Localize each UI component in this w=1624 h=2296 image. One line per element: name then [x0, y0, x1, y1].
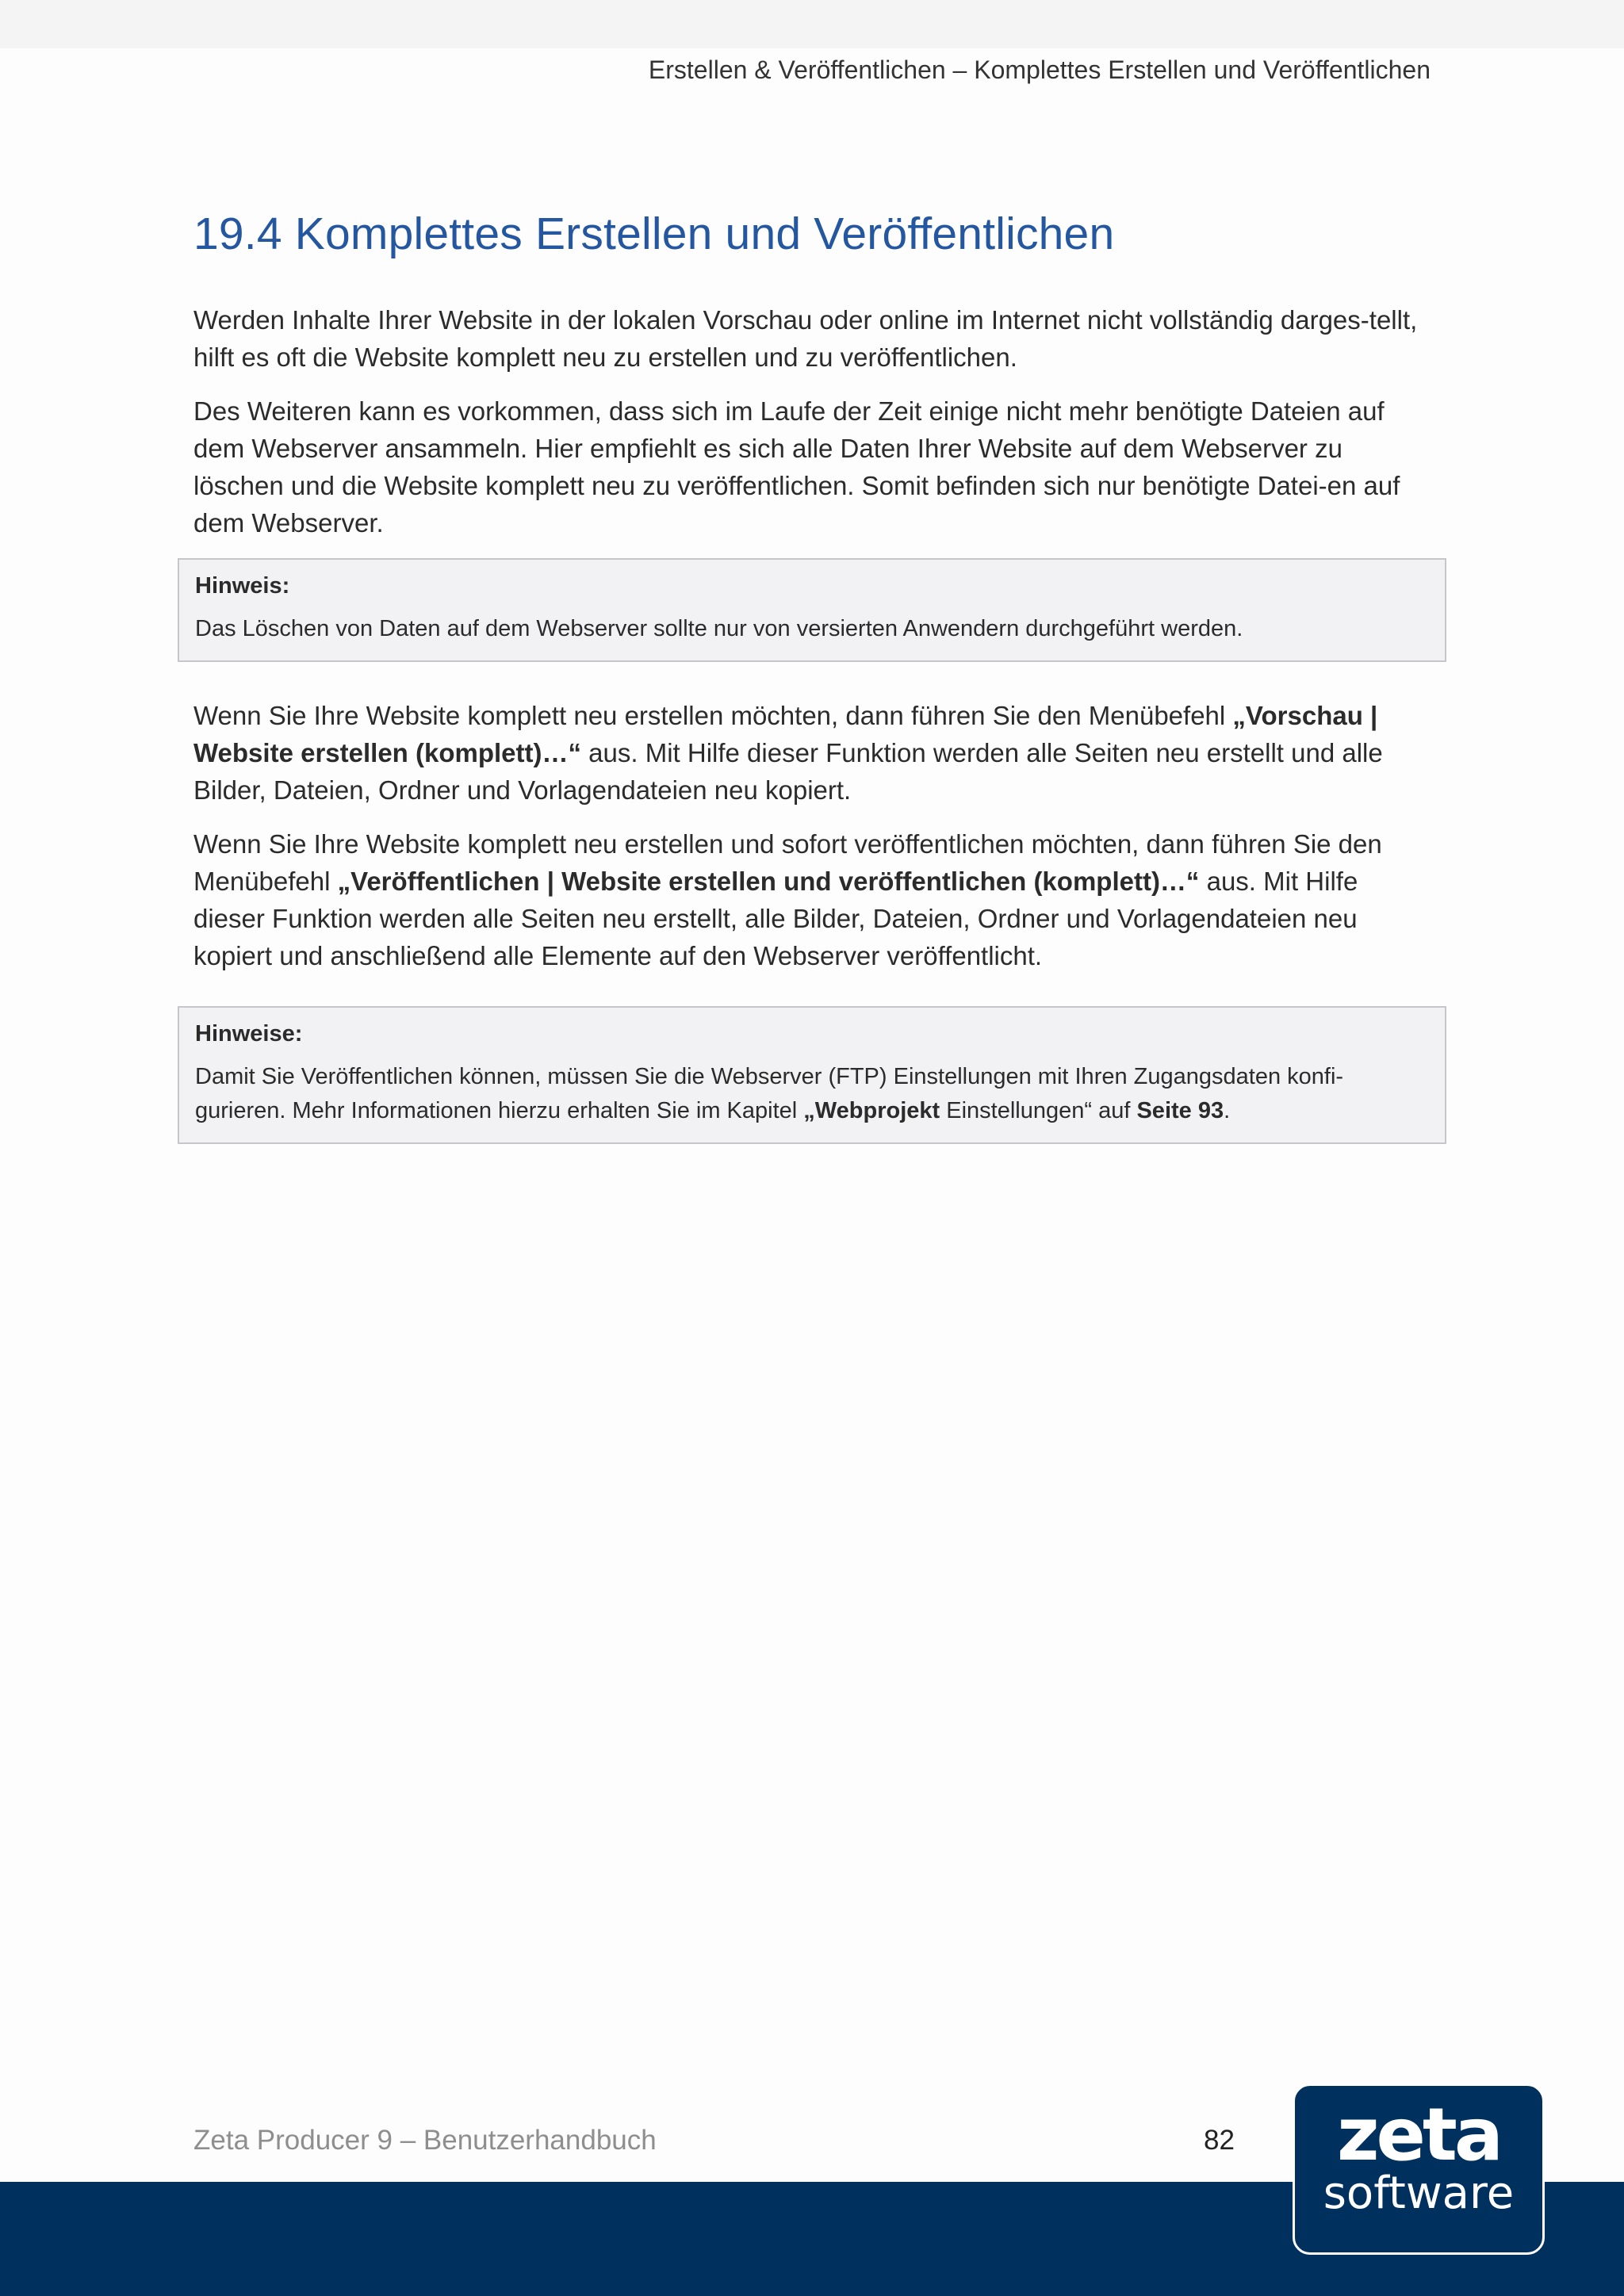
page-number: 82: [1204, 2125, 1235, 2156]
logo-wordmark: zeta: [1336, 2092, 1500, 2177]
note-title: Hinweis:: [195, 573, 290, 599]
note-text-start: Damit Sie Veröffentlichen können, müssen Sie die Webserver (FTP) Einstellungen mit Ihren Zugangsdaten konfi-gurieren. Mehr Informationen hierzu erhalten Sie im Kapitel: [195, 1064, 1344, 1123]
logo-subtitle: software: [1323, 2168, 1515, 2219]
paragraph-4-text: Wenn Sie Ihre Website komplett neu erstellen und sofort veröffentlichen möchten, dann führen Sie den Menübefehl: [193, 829, 1382, 896]
note-text: Das Löschen von Daten auf dem Webserver sollte nur von versierten Anwendern durchgeführt werden.: [195, 616, 1243, 641]
note-box-hinweise: [178, 1006, 1446, 1144]
section-title: 19.4 Komplettes Erstellen und Veröffentlichen: [193, 209, 1115, 259]
note-box-hinweis: [178, 558, 1446, 662]
note-text-middle: Einstellungen“ auf: [940, 1098, 1137, 1123]
paragraph-1: Werden Inhalte Ihrer Website in der lokalen Vorschau oder online im Internet nicht vollständig darges-tellt, hilft es oft die Website komplett neu zu erstellen und zu veröffentlichen.: [193, 305, 1418, 372]
menu-command-veroeffentlichen: „Veröffentlichen | Website erstellen und veröffentlichen (komplett)…“: [337, 867, 1200, 896]
paragraph-2: Des Weiteren kann es vorkommen, dass sich im Laufe der Zeit einige nicht mehr benötigte Dateien auf dem Webserver ansammeln. Hier empfiehlt es sich alle Daten Ihrer Website auf dem Webserver zu löschen und die Website komplett neu zu veröffentlichen. Somit befinden sich nur benötigte Datei-en auf dem Webserver.: [193, 396, 1400, 538]
running-header: Erstellen & Veröffentlichen – Komplettes Erstellen und Veröffentlichen: [648, 55, 1431, 84]
zeta-software-logo: [1293, 2084, 1545, 2255]
note-text-end: .: [1224, 1098, 1231, 1123]
menu-command-vorschau: „Vorschau | Website erstellen (komplett)…“: [193, 701, 1378, 767]
paragraph-3: [193, 697, 1431, 809]
page-content: [193, 208, 1431, 1144]
page-reference: Seite 93: [1136, 1098, 1224, 1123]
paragraph-3-text: Wenn Sie Ihre Website komplett neu erstellen möchten, dann führen Sie den Menübefehl: [193, 701, 1233, 730]
top-strip: [0, 0, 1624, 48]
paragraph-3-text-end: aus. Mit Hilfe dieser Funktion werden alle Seiten neu erstellt und alle Bilder, Dateien, Ordner und Vorlagendateien neu kopiert.: [193, 738, 1383, 805]
paragraph-4: [193, 825, 1431, 974]
note-text: [195, 1060, 1429, 1128]
footer-book-title: Zeta Producer 9 – Benutzerhandbuch: [193, 2125, 657, 2156]
chapter-reference: „Webprojekt: [803, 1098, 940, 1123]
note-title: Hinweise:: [195, 1021, 303, 1047]
paragraph-4-text-end: aus. Mit Hilfe dieser Funktion werden alle Seiten neu erstellt, alle Bilder, Dateien, Ordner und Vorlagendateien neu kopiert und anschließend alle Elemente auf den Webserver veröffentlicht.: [193, 867, 1358, 970]
